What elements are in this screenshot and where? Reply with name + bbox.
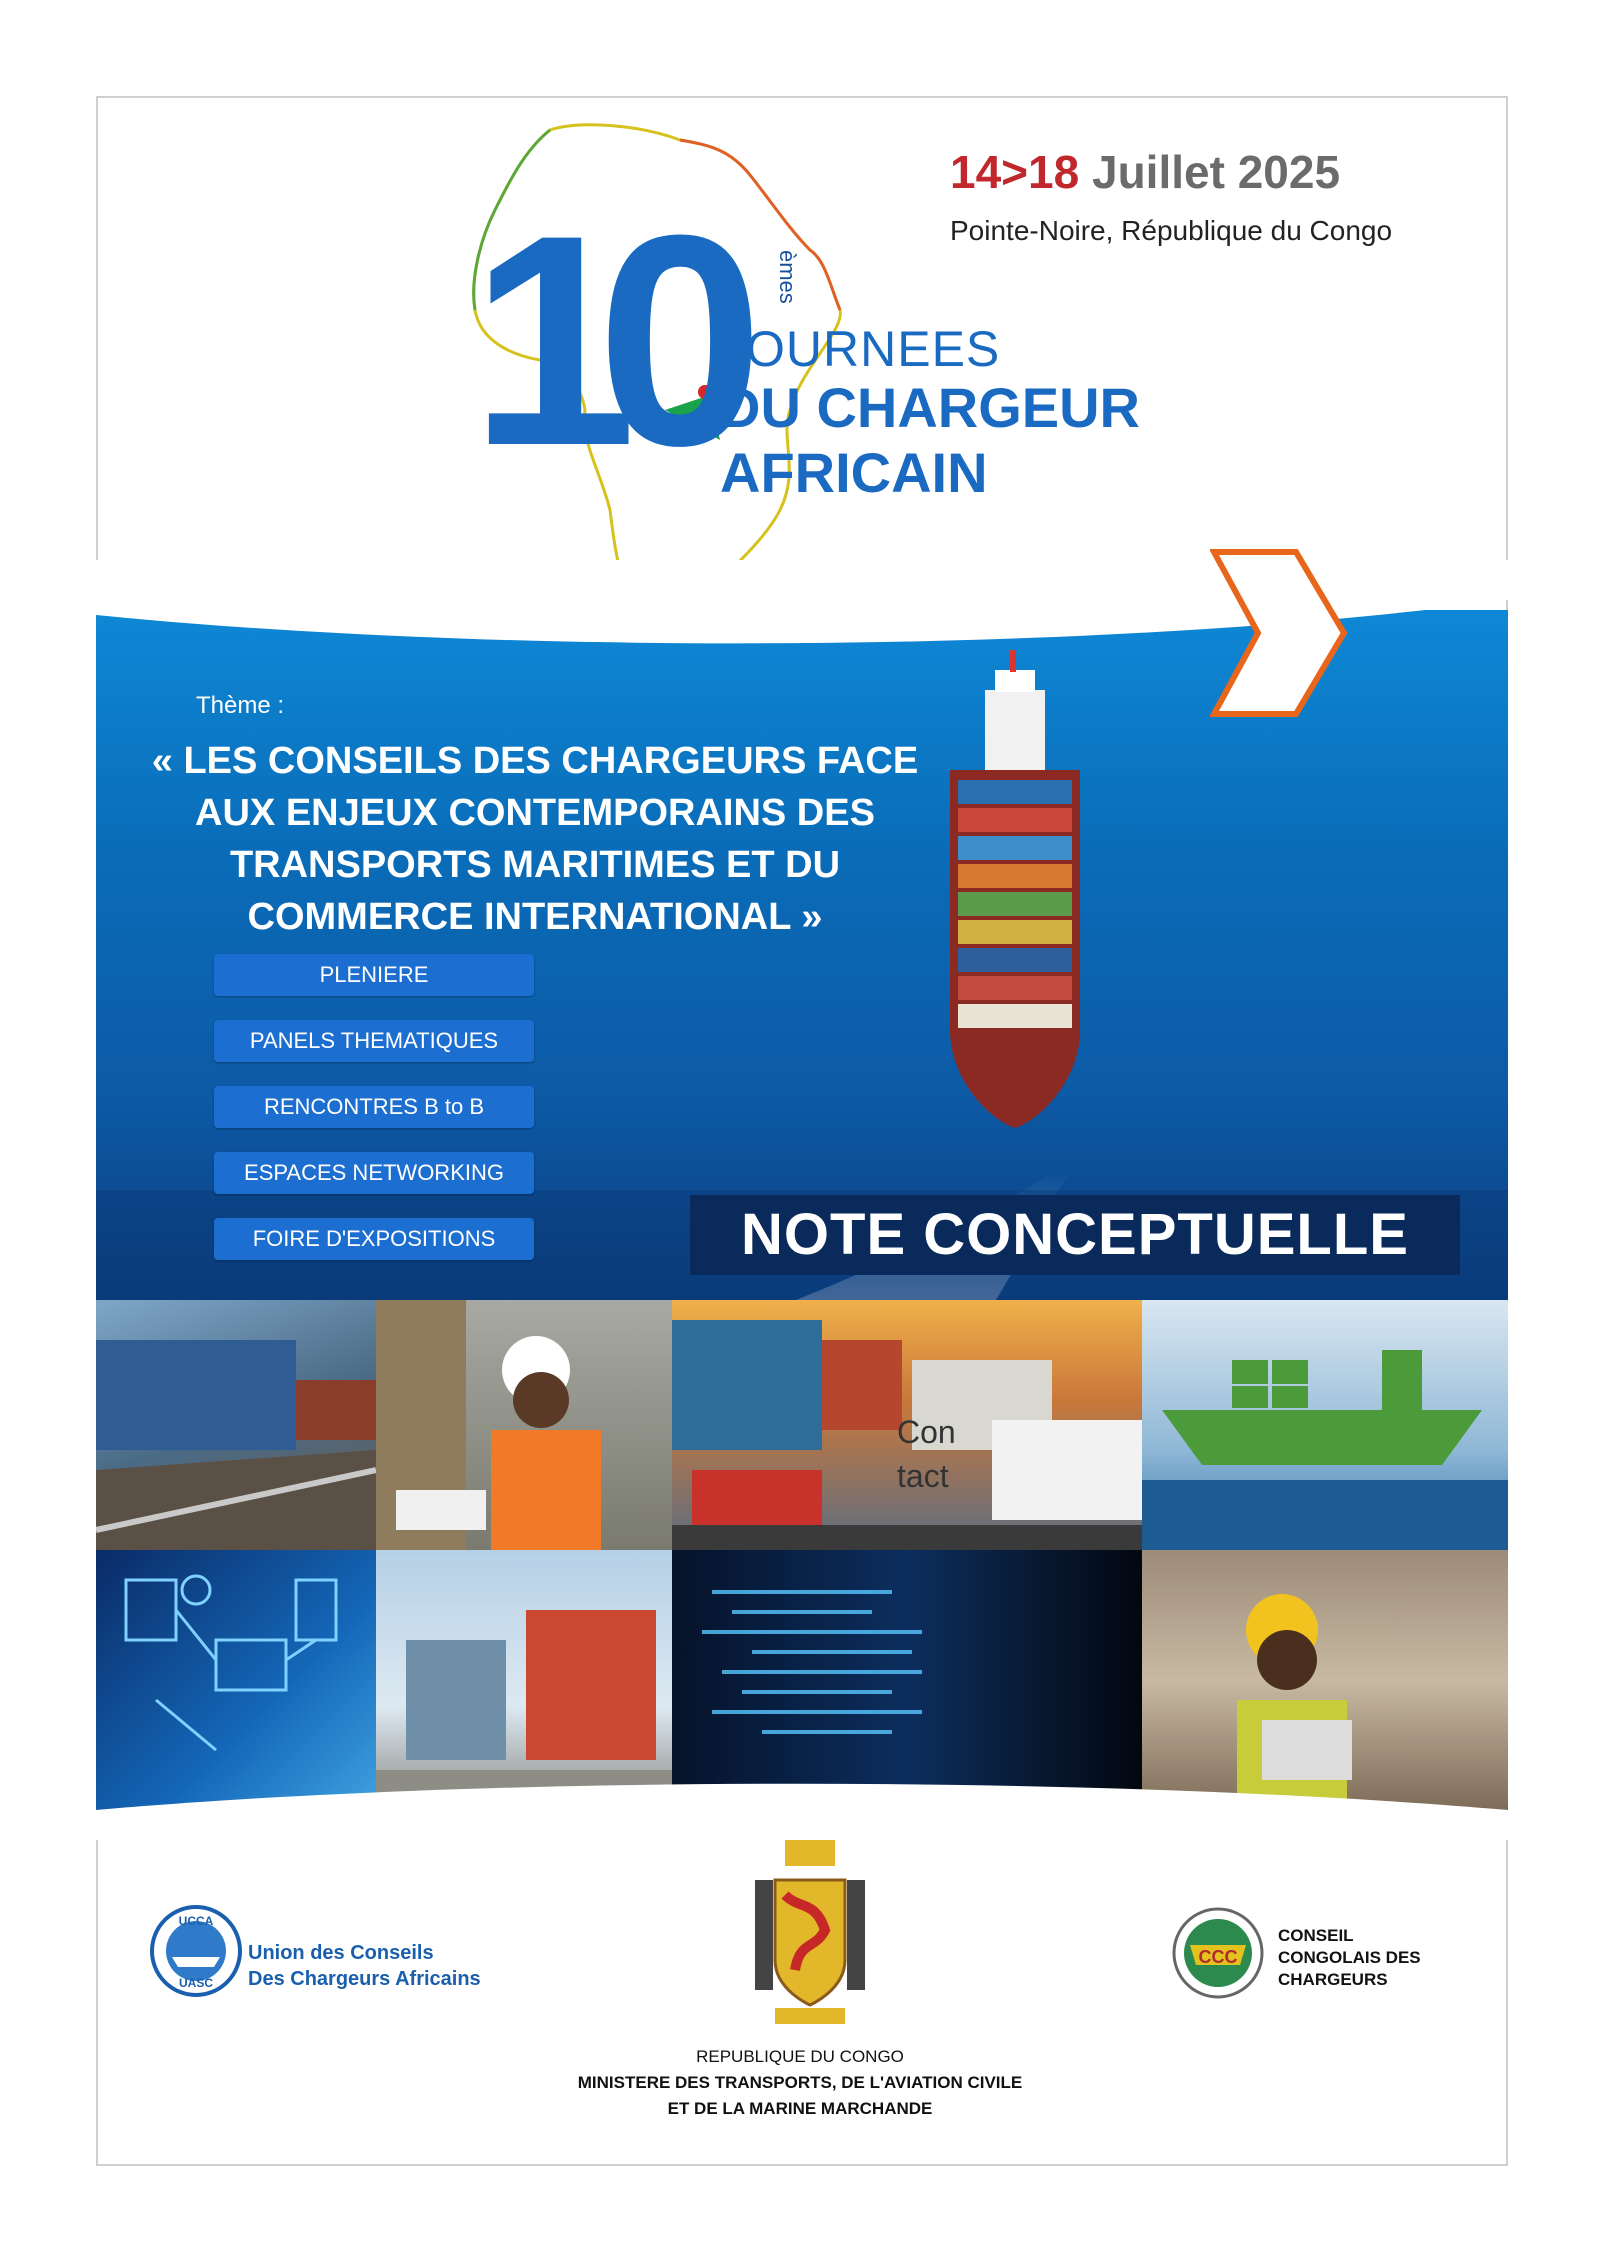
photo-grid	[96, 1300, 1508, 1810]
ccc-line2: CONGOLAIS DES	[1278, 1948, 1421, 1967]
theme-text: « LES CONSEILS DES CHARGEURS FACE AUX ENJEUX CONTEMPORAINS DES TRANSPORTS MARITIMES ET DU COMMERCE INTERNATIONAL »	[151, 740, 919, 938]
svg-text:CCC: CCC	[1198, 1947, 1238, 1967]
ucca-name	[248, 1940, 481, 1992]
tag-b2b: RENCONTRES B to B	[214, 1086, 534, 1128]
svg-text:UASC: UASC	[178, 1976, 214, 1990]
ordinal-suffix: èmes	[775, 250, 800, 304]
ucca-line1: Union des Conseils	[248, 1942, 434, 1964]
republic-name: REPUBLIQUE DU CONGO	[696, 2047, 904, 2066]
document-title: NOTE CONCEPTUELLE	[690, 1195, 1460, 1275]
ccc-name	[1278, 1925, 1421, 1991]
chevron-right-icon	[1210, 548, 1350, 718]
ucca-line2: Des Chargeurs Africains	[248, 1968, 481, 1990]
train-photo	[96, 1300, 376, 1550]
ccc-line1: CONSEIL	[1278, 1926, 1354, 1945]
ministry-line1: MINISTERE DES TRANSPORTS, DE L'AVIATION CIVILE	[577, 2073, 1023, 2092]
date-days: 14>18	[950, 146, 1080, 198]
ccc-line3: CHARGEURS	[1278, 1970, 1388, 1989]
title-chargeur: DU CHARGEUR	[720, 376, 1140, 439]
warehouse-worker-photo	[376, 1300, 672, 1550]
photo-overlay-text	[897, 1410, 956, 1498]
theme-label: Thème :	[196, 692, 285, 719]
tag-foire: FOIRE D'EXPOSITIONS	[214, 1218, 534, 1260]
title-africain: AFRICAIN	[720, 441, 988, 504]
tag-pleniere: PLENIERE	[214, 954, 534, 996]
event-place: Pointe-Noire, République du Congo	[950, 215, 1393, 246]
green-ship-photo	[1142, 1300, 1508, 1550]
title-journees: JOURNEES	[720, 321, 1001, 377]
overlay-line1: Con	[897, 1414, 956, 1450]
ministry-block	[560, 2044, 1040, 2122]
tag-networking: ESPACES NETWORKING	[214, 1152, 534, 1194]
tag-panels: PANELS THEMATIQUES	[214, 1020, 534, 1062]
coat-of-arms-icon	[755, 1840, 865, 2030]
date-month-year: Juillet 2025	[1091, 146, 1341, 198]
svg-text:UCCA: UCCA	[178, 1914, 214, 1928]
edition-number: 10	[470, 172, 724, 508]
program-tags	[214, 954, 534, 1284]
overlay-line2: tact	[897, 1458, 949, 1494]
grid-bottom-curve	[96, 1760, 1508, 1840]
ucca-logo-icon	[150, 1905, 242, 1997]
container-ship-image	[930, 650, 1100, 1130]
ccc-logo-icon	[1170, 1905, 1266, 2001]
ministry-line2: ET DE LA MARINE MARCHANDE	[667, 2099, 933, 2118]
event-date	[950, 145, 1340, 199]
